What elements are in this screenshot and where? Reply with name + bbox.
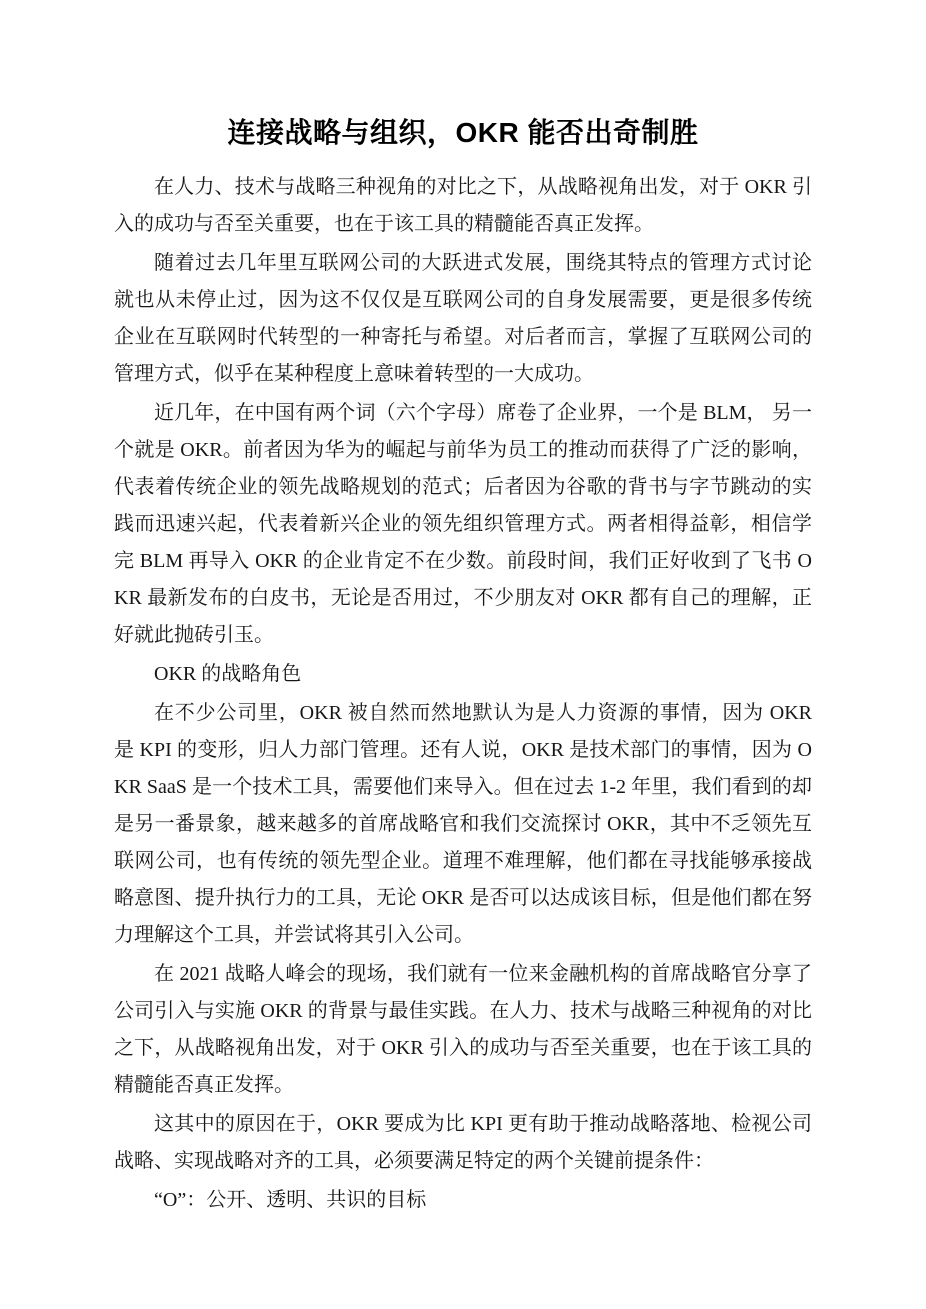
- paragraph: 随着过去几年里互联网公司的大跃进式发展，围绕其特点的管理方式讨论就也从未停止过，因为这不仅仅是互联网公司的自身发展需要，更是很多传统企业在互联网时代转型的一种寄托与希望。对后者而言，掌握了互联网公司的管理方式，似乎在某种程度上意味着转型的一大成功。: [114, 252, 812, 385]
- paragraph: “O”：公开、透明、共识的目标: [154, 1189, 427, 1211]
- page-title: 连接战略与组织，OKR 能否出奇制胜: [227, 117, 699, 148]
- section-heading: OKR 的战略角色: [154, 663, 302, 685]
- paragraph: 在人力、技术与战略三种视角的对比之下，从战略视角出发，对于 OKR 引入的成功与否至关重要，也在于该工具的精髓能否真正发挥。: [114, 176, 812, 235]
- document-body: [114, 169, 812, 1219]
- paragraph: 在 2021 战略人峰会的现场，我们就有一位来金融机构的首席战略官分享了公司引入与实施 OKR 的背景与最佳实践。在人力、技术与战略三种视角的对比之下，从战略视角出发，对于 OKR 引入的成功与否至关重要，也在于该工具的精髓能否真正发挥。: [114, 963, 812, 1096]
- paragraph: 这其中的原因在于，OKR 要成为比 KPI 更有助于推动战略落地、检视公司战略、实现战略对齐的工具，必须要满足特定的两个关键前提条件：: [114, 1113, 812, 1172]
- paragraph: 近几年，在中国有两个词（六个字母）席卷了企业界，一个是 BLM， 另一个就是 OKR。前者因为华为的崛起与前华为员工的推动而获得了广泛的影响，代表着传统企业的领先战略规划的范式；后者因为谷歌的背书与字节跳动的实践而迅速兴起，代表着新兴企业的领先组织管理方式。两者相得益彰，相信学完 BLM 再导入 OKR 的企业肯定不在少数。前段时间，我们正好收到了飞书 OKR 最新发布的白皮书，无论是否用过，不少朋友对 OKR 都有自己的理解，正好就此抛砖引玉。: [114, 402, 812, 646]
- paragraph: 在不少公司里，OKR 被自然而然地默认为是人力资源的事情，因为 OKR 是 KPI 的变形，归人力部门管理。还有人说，OKR 是技术部门的事情，因为 OKR SaaS 是一个技术工具，需要他们来导入。但在过去 1-2 年里，我们看到的却是另一番景象，越来越多的首席战略官和我们交流探讨 OKR，其中不乏领先互联网公司，也有传统的领先型企业。道理不难理解，他们都在寻找能够承接战略意图、提升执行力的工具，无论 OKR 是否可以达成该目标，但是他们都在努力理解这个工具，并尝试将其引入公司。: [114, 702, 812, 946]
